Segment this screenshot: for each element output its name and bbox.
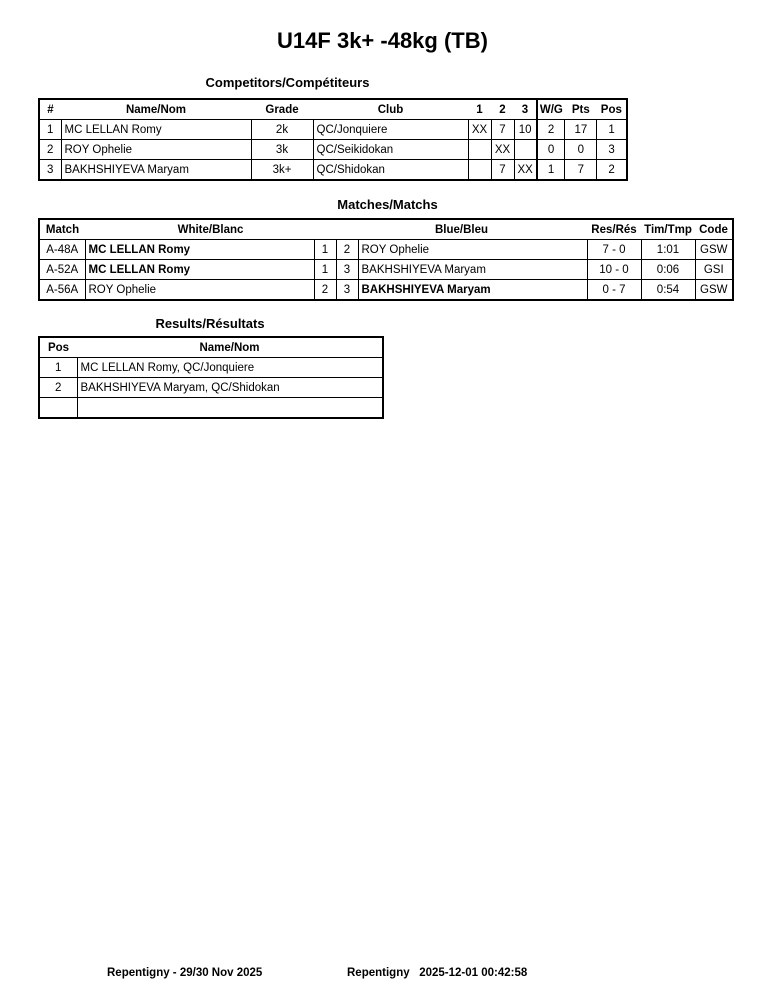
match-white-num: 1	[314, 260, 336, 280]
footer-event: Repentigny - 29/30 Nov 2025	[107, 967, 263, 979]
competitor-pts: 17	[565, 120, 597, 140]
competitor-wg: 2	[537, 120, 565, 140]
result-pos	[39, 398, 77, 419]
competitors-section-title: Competitors/Compétiteurs	[205, 75, 370, 90]
competitor-row	[39, 120, 627, 140]
match-time: 0:06	[641, 260, 695, 280]
col-header-code: Code	[695, 219, 733, 240]
result-name: BAKHSHIYEVA Maryam, QC/Shidokan	[77, 378, 383, 398]
result-row	[39, 358, 383, 378]
col-header-blue: Blue/Bleu	[336, 219, 587, 240]
competitor-grade: 3k+	[251, 160, 313, 181]
competitor-r1	[468, 160, 491, 181]
col-header-r2: 2	[491, 99, 514, 120]
match-white-name: MC LELLAN Romy	[85, 260, 314, 280]
match-time: 0:54	[641, 280, 695, 301]
competitor-club: QC/Seikidokan	[313, 140, 468, 160]
competitor-r3	[514, 140, 537, 160]
competitor-name: MC LELLAN Romy	[61, 120, 251, 140]
competitor-grade: 2k	[251, 120, 313, 140]
result-pos: 2	[39, 378, 77, 398]
footer-timestamp: Repentigny 2025-12-01 00:42:58	[347, 967, 528, 979]
competitor-name: ROY Ophelie	[61, 140, 251, 160]
match-id: A-52A	[39, 260, 85, 280]
match-row	[39, 260, 733, 280]
match-blue-num: 2	[336, 240, 358, 260]
match-code: GSW	[695, 280, 733, 301]
match-row	[39, 280, 733, 301]
competitor-pos: 2	[597, 160, 627, 181]
match-blue-name: ROY Ophelie	[358, 240, 587, 260]
match-blue-name: BAKHSHIYEVA Maryam	[358, 280, 587, 301]
match-white-name: ROY Ophelie	[85, 280, 314, 301]
match-blue-num: 3	[336, 280, 358, 301]
competitor-club: QC/Shidokan	[313, 160, 468, 181]
match-blue-name: BAKHSHIYEVA Maryam	[358, 260, 587, 280]
competitor-pts: 0	[565, 140, 597, 160]
competitor-r1	[468, 140, 491, 160]
competitors-table	[38, 98, 628, 181]
match-code: GSW	[695, 240, 733, 260]
result-row	[39, 378, 383, 398]
result-pos: 1	[39, 358, 77, 378]
competitor-r1: XX	[468, 120, 491, 140]
match-time: 1:01	[641, 240, 695, 260]
match-row	[39, 240, 733, 260]
match-result: 0 - 7	[587, 280, 641, 301]
col-header-r1: 1	[468, 99, 491, 120]
match-white-name: MC LELLAN Romy	[85, 240, 314, 260]
col-header-time: Tim/Tmp	[641, 219, 695, 240]
results-section-title: Results/Résultats	[155, 316, 265, 331]
match-id: A-48A	[39, 240, 85, 260]
col-header-res: Res/Rés	[587, 219, 641, 240]
matches-table	[38, 218, 734, 301]
competitor-pos: 1	[597, 120, 627, 140]
col-header-grade: Grade	[251, 99, 313, 120]
competitor-club: QC/Jonquiere	[313, 120, 468, 140]
col-header-pts: Pts	[565, 99, 597, 120]
col-header-match: Match	[39, 219, 85, 240]
competitor-num: 2	[39, 140, 61, 160]
col-header-white: White/Blanc	[85, 219, 336, 240]
col-header-result-pos: Pos	[39, 337, 77, 358]
col-header-r3: 3	[514, 99, 537, 120]
competitor-num: 1	[39, 120, 61, 140]
match-result: 7 - 0	[587, 240, 641, 260]
competitor-r3: XX	[514, 160, 537, 181]
col-header-wg: W/G	[537, 99, 565, 120]
match-result: 10 - 0	[587, 260, 641, 280]
col-header-pos: Pos	[597, 99, 627, 120]
competitor-wg: 0	[537, 140, 565, 160]
competitor-row	[39, 140, 627, 160]
col-header-num: #	[39, 99, 61, 120]
result-name	[77, 398, 383, 419]
competitor-r2: 7	[491, 120, 514, 140]
result-row	[39, 398, 383, 419]
competitor-r2: 7	[491, 160, 514, 181]
competitor-grade: 3k	[251, 140, 313, 160]
competitor-num: 3	[39, 160, 61, 181]
col-header-result-name: Name/Nom	[77, 337, 383, 358]
match-white-num: 1	[314, 240, 336, 260]
competitor-r2: XX	[491, 140, 514, 160]
match-blue-num: 3	[336, 260, 358, 280]
match-code: GSI	[695, 260, 733, 280]
competitor-r3: 10	[514, 120, 537, 140]
match-id: A-56A	[39, 280, 85, 301]
matches-section-title: Matches/Matchs	[337, 197, 438, 212]
competitor-wg: 1	[537, 160, 565, 181]
page-title: U14F 3k+ -48kg (TB)	[277, 28, 488, 53]
competitor-row	[39, 160, 627, 181]
col-header-club: Club	[313, 99, 468, 120]
col-header-name: Name/Nom	[61, 99, 251, 120]
result-name: MC LELLAN Romy, QC/Jonquiere	[77, 358, 383, 378]
results-table	[38, 336, 384, 419]
competitor-pos: 3	[597, 140, 627, 160]
competitor-pts: 7	[565, 160, 597, 181]
match-white-num: 2	[314, 280, 336, 301]
competitor-name: BAKHSHIYEVA Maryam	[61, 160, 251, 181]
